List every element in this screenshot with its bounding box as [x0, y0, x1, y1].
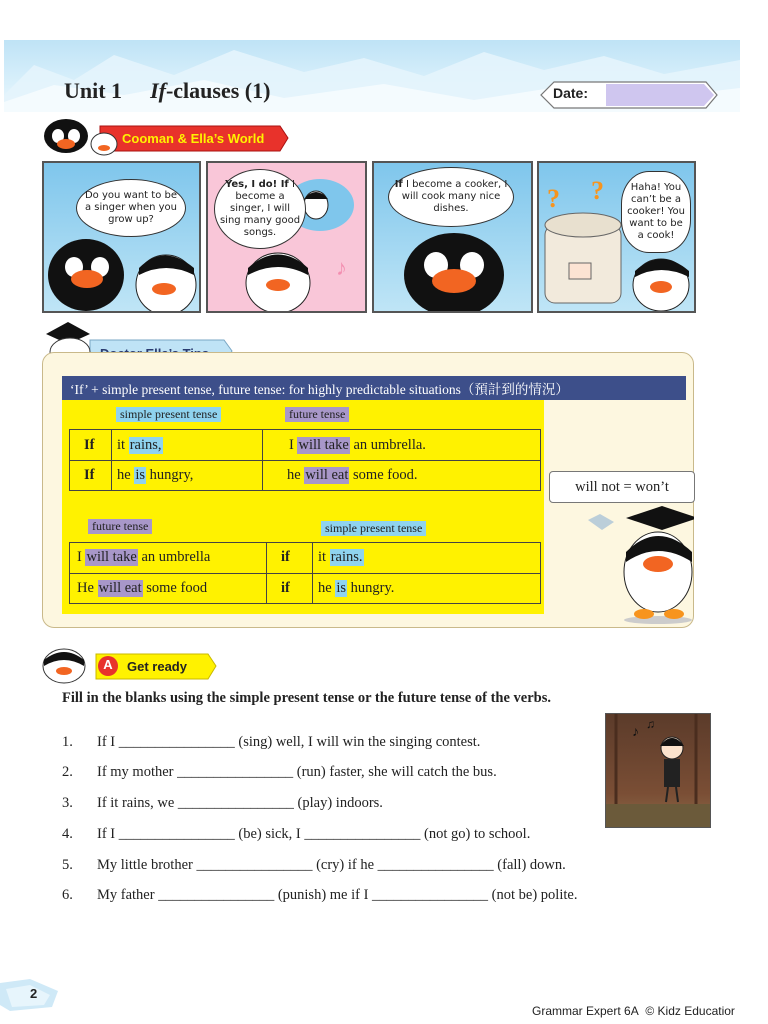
question-6[interactable]: My father ________________ (punish) me if I ________________ (not be) polite.	[97, 887, 578, 903]
question-number: 3.	[62, 795, 73, 811]
singing-girl-icon	[606, 714, 710, 827]
comic-panel-2	[206, 161, 367, 313]
question-number: 2.	[62, 764, 73, 780]
svg-text:♪: ♪	[632, 725, 639, 740]
table1-row1-result: I will take an umbrella.	[289, 437, 426, 453]
table1-row1-condition: it rains,	[117, 437, 162, 453]
page-title: Unit 1 If-clauses (1)	[64, 78, 271, 103]
table1-row2-if: If	[84, 467, 95, 483]
page-number: 2	[30, 986, 38, 1001]
table1-row2-condition: he is hungry,	[117, 467, 194, 483]
graduate-penguin-icon	[582, 500, 694, 624]
comic-panel-3	[372, 161, 533, 313]
speech-bubble-2: Yes, I do! If I become a singer, I will sing many good songs.	[214, 169, 306, 249]
tag-future-2: future tense	[88, 519, 152, 534]
question-3[interactable]: If it rains, we ________________ (play) indoors.	[97, 795, 383, 811]
question-5[interactable]: My little brother ________________ (cry) if he ________________ (fall) down.	[97, 857, 566, 873]
table2-row2-result: He will eat some food	[77, 580, 208, 596]
table2-row1-if: if	[281, 549, 290, 565]
speech-bubble-3: If I become a cooker, I will cook many nice dishes.	[388, 167, 514, 227]
question-number: 4.	[62, 826, 73, 842]
svg-text:♫: ♫	[646, 717, 655, 731]
question-2[interactable]: If my mother ________________ (run) faster, she will catch the bus.	[97, 764, 497, 780]
svg-text:♪: ♪	[336, 255, 347, 280]
comic-panel-4	[537, 161, 696, 313]
table2-row2-condition: he is hungry.	[318, 580, 395, 596]
section-ribbon-label: Get ready	[127, 658, 187, 674]
date-label: Date:	[553, 85, 589, 101]
footer-credit: Grammar Expert 6A © Kidz Educatior	[532, 1004, 735, 1018]
question-number: 6.	[62, 887, 73, 903]
table1-row1-if: If	[84, 437, 95, 453]
tag-simple-present: simple present tense	[116, 407, 221, 422]
svg-text:?: ?	[547, 184, 560, 213]
singer-illustration	[605, 713, 711, 828]
tag-future: future tense	[285, 407, 349, 422]
exercise-instruction: Fill in the blanks using the simple present tense or the future tense of the verbs.	[62, 690, 551, 706]
table2-row1-condition: it rains.	[318, 549, 363, 565]
table2-row2-if: if	[281, 580, 290, 596]
table1-row2-result: he will eat some food.	[287, 467, 418, 483]
contraction-note: will not = won’t	[549, 471, 695, 503]
tips-rule: ‘If’ + simple present tense, future tense: for highly predictable situations（預計到的情況）	[62, 376, 686, 400]
speech-bubble-1: Do you want to be a singer when you grow up?	[76, 179, 186, 237]
svg-text:?: ?	[591, 176, 604, 205]
tag-simple-present-2: simple present tense	[321, 521, 426, 536]
table2-row1-result: I will take an umbrella	[77, 549, 211, 565]
comic-ribbon-label: Cooman & Ella’s World	[122, 130, 265, 146]
question-number: 1.	[62, 734, 73, 750]
speech-bubble-4: Haha! You can’t be a cooker! You want to be a cook!	[621, 171, 691, 253]
question-1[interactable]: If I ________________ (sing) well, I will win the singing contest.	[97, 734, 481, 750]
comic-panel-1	[42, 161, 201, 313]
question-number: 5.	[62, 857, 73, 873]
question-4[interactable]: If I ________________ (be) sick, I ________________ (not go) to school.	[97, 826, 531, 842]
section-letter: A	[103, 657, 113, 672]
